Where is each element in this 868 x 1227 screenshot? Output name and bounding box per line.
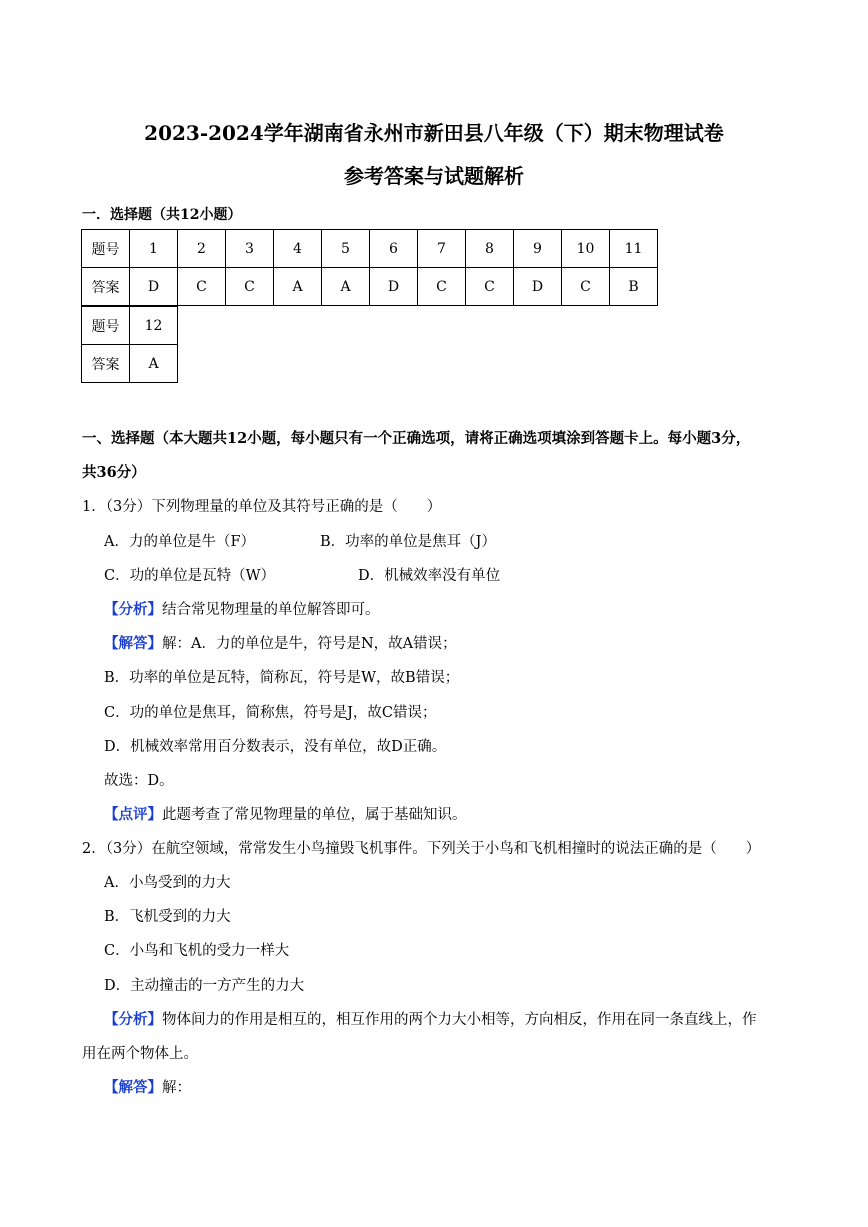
table-cell: D (370, 268, 418, 306)
question-1-solution-b: B．功率的单位是瓦特，简称瓦，符号是W，故B错误； (104, 670, 460, 686)
table-cell: 11 (610, 230, 658, 268)
table-cell: C (466, 268, 514, 306)
answer-table-row2 (81, 306, 178, 383)
solution-tag: 【解答】 (104, 635, 162, 652)
table-cell: A (130, 345, 178, 383)
table-cell-label: 答案 (82, 268, 130, 306)
analysis-text: 物体间力的作用是相互的，相互作用的两个力大小相等，方向相反，作用在同一条直线上，作 (162, 1012, 757, 1028)
question-2-solution (104, 1076, 191, 1097)
comment-tag: 【点评】 (104, 806, 162, 823)
question-1-solution (104, 632, 457, 653)
question-2-option-b: B．飞机受到的力大 (104, 909, 231, 925)
table-cell: 12 (130, 307, 178, 345)
table-row (82, 307, 178, 345)
table-row (82, 268, 658, 306)
question-1-option-d: D．机械效率没有单位 (358, 568, 501, 584)
solution-tag: 【解答】 (104, 1079, 162, 1096)
solution-text: 解：A．力的单位是牛，符号是N，故A错误； (162, 636, 457, 652)
question-1-choice: 故选：D。 (104, 773, 174, 789)
question-1-option-c: C．功的单位是瓦特（W） (104, 568, 275, 584)
question-1-option-a: A．力的单位是牛（F） (104, 534, 256, 550)
table-cell: 10 (562, 230, 610, 268)
question-2-option-a: A．小鸟受到的力大 (104, 875, 231, 891)
analysis-tag: 【分析】 (104, 1011, 162, 1028)
table-cell: 7 (418, 230, 466, 268)
question-1-comment (104, 803, 467, 824)
table-cell: 6 (370, 230, 418, 268)
table-cell: C (226, 268, 274, 306)
table-cell-label: 题号 (82, 230, 130, 268)
comment-text: 此题考查了常见物理量的单位，属于基础知识。 (162, 807, 467, 823)
table-cell: D (130, 268, 178, 306)
question-2-analysis (104, 1008, 757, 1029)
question-2-analysis-cont: 用在两个物体上。 (82, 1046, 198, 1062)
table-row (82, 345, 178, 383)
table-cell: 4 (274, 230, 322, 268)
exam-title: 2023-2024学年湖南省永州市新田县八年级（下）期末物理试卷 (144, 121, 724, 145)
question-1-stem: 1．（3分）下列物理量的单位及其符号正确的是（ ） (82, 499, 442, 515)
section-heading-2-cont: 共36分） (82, 464, 146, 481)
table-cell-label: 答案 (82, 345, 130, 383)
question-1-solution-c: C．功的单位是焦耳，简称焦，符号是J，故C错误； (104, 705, 437, 721)
table-cell: A (322, 268, 370, 306)
section-heading-2: 一、选择题（本大题共12小题，每小题只有一个正确选项，请将正确选项填涂到答题卡上。每小题3分， (82, 430, 751, 447)
question-1-solution-d: D．机械效率常用百分数表示，没有单位，故D正确。 (104, 739, 447, 755)
table-cell: 9 (514, 230, 562, 268)
table-cell: 3 (226, 230, 274, 268)
table-cell: 1 (130, 230, 178, 268)
question-2-option-d: D．主动撞击的一方产生的力大 (104, 978, 305, 994)
analysis-tag: 【分析】 (104, 601, 162, 618)
answer-table-row1 (81, 229, 658, 306)
table-cell: C (178, 268, 226, 306)
question-1-option-b: B．功率的单位是焦耳（J） (320, 534, 496, 550)
table-cell: 2 (178, 230, 226, 268)
table-cell: 5 (322, 230, 370, 268)
exam-subtitle: 参考答案与试题解析 (344, 164, 524, 188)
analysis-text: 结合常见物理量的单位解答即可。 (162, 602, 380, 618)
table-cell: 8 (466, 230, 514, 268)
table-cell: C (562, 268, 610, 306)
table-cell: B (610, 268, 658, 306)
table-row (82, 230, 658, 268)
section-heading-1: 一．选择题（共12小题） (82, 207, 242, 223)
question-2-stem: 2．（3分）在航空领域，常常发生小鸟撞毁飞机事件。下列关于小鸟和飞机相撞时的说法正确的是（ ） (82, 841, 761, 857)
table-cell-label: 题号 (82, 307, 130, 345)
question-1-analysis (104, 598, 380, 619)
table-cell: C (418, 268, 466, 306)
table-cell: A (274, 268, 322, 306)
question-2-option-c: C．小鸟和飞机的受力一样大 (104, 943, 290, 959)
solution-text: 解： (162, 1080, 191, 1096)
table-cell: D (514, 268, 562, 306)
